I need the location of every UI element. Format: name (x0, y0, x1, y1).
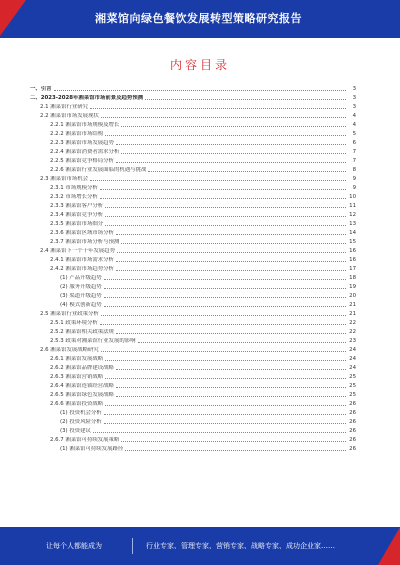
toc-leader-dots (105, 134, 346, 136)
toc-entry-text: 2.6.4 湘菜馆连锁经营战略 (50, 383, 114, 389)
toc-leader-dots (105, 215, 346, 217)
toc-entry-text: 2.6.5 湘菜馆绿色发展战略 (50, 392, 114, 398)
toc-leader-dots (104, 278, 346, 280)
toc-entry[interactable] (30, 336, 356, 345)
toc-page-number: 10 (349, 194, 356, 200)
toc-leader-dots (105, 224, 346, 226)
toc-entry[interactable] (30, 237, 356, 246)
toc-leader-dots (100, 188, 346, 190)
toc-entry-text: 2.3.2 市场增长分析 (50, 194, 98, 200)
toc-page-number: 21 (349, 302, 356, 308)
toc-entry[interactable] (30, 444, 356, 453)
toc-leader-dots (116, 269, 346, 271)
toc-entry[interactable] (30, 129, 356, 138)
toc-page-number: 17 (349, 266, 356, 272)
toc-entry-text: (1) 湘菜馆可持续发展路径 (60, 446, 124, 452)
toc-leader-dots (121, 440, 346, 442)
toc-entry[interactable] (30, 111, 356, 120)
toc-entry-text: 2.4.1 湘菜馆市场需求分析 (50, 257, 114, 263)
toc-entry-text: 2.4 湘菜馆下一个十年发展趋势 (40, 248, 115, 254)
toc-entry[interactable] (30, 147, 356, 156)
toc-leader-dots (121, 125, 346, 127)
toc-leader-dots (101, 350, 346, 352)
toc-entry[interactable] (30, 84, 356, 93)
toc-entry-text: 2.6.6 湘菜馆投资战略 (50, 401, 104, 407)
toc-page-number: 16 (349, 257, 356, 263)
toc-entry[interactable] (30, 399, 356, 408)
toc-entry-text: 2.3.6 湘菜馆区域市场分析 (50, 230, 114, 236)
toc-entry[interactable] (30, 417, 356, 426)
toc-entry[interactable] (30, 318, 356, 327)
toc-page-number: 24 (349, 347, 356, 353)
toc-entry[interactable] (30, 210, 356, 219)
toc-entry[interactable] (30, 363, 356, 372)
toc-entry-text: (1) 投资机会分析 (60, 410, 102, 416)
toc-entry[interactable] (30, 246, 356, 255)
toc-entry-text: 2.3.7 湘菜馆市场分析与预测 (50, 239, 120, 245)
toc-entry[interactable] (30, 120, 356, 129)
toc-leader-dots (116, 143, 346, 145)
toc-entry-text: 2.6.1 湘菜馆发展战略 (50, 356, 104, 362)
toc-entry[interactable] (30, 93, 356, 102)
toc-entry[interactable] (30, 327, 356, 336)
toc-page-number: 7 (352, 149, 356, 155)
toc-entry-text: 2.2.3 湘菜馆市场发展趋势 (50, 140, 114, 146)
toc-entry[interactable] (30, 165, 356, 174)
toc-entry[interactable] (30, 192, 356, 201)
toc-page-number: 26 (349, 437, 356, 443)
toc-entry-text: (1) 产品升级趋势 (60, 275, 102, 281)
footer-divider (132, 538, 133, 554)
toc-leader-dots (116, 395, 346, 397)
toc-entry[interactable] (30, 300, 356, 309)
toc-leader-dots (116, 332, 346, 334)
toc-entry-text: 2.3.4 湘菜馆竞争分析 (50, 212, 104, 218)
toc-leader-dots (121, 152, 346, 154)
toc-entry-text: 2.3.1 市场规模分析 (50, 185, 98, 191)
toc-leader-dots (104, 296, 346, 298)
toc-entry[interactable] (30, 228, 356, 237)
toc-leader-dots (116, 161, 346, 163)
toc-entry-text: 2.6 湘菜馆发展战略研究 (40, 347, 99, 353)
toc-page-number: 25 (349, 383, 356, 389)
toc-page-number: 26 (349, 428, 356, 434)
toc-leader-dots (116, 260, 346, 262)
toc-page-number: 16 (349, 248, 356, 254)
toc-entry-text: 2.6.3 湘菜馆营销战略 (50, 374, 104, 380)
toc-entry-text: 2.2 湘菜馆市场发展现状 (40, 113, 99, 119)
toc-page-number: 22 (349, 320, 356, 326)
toc-entry-text: 2.4.2 湘菜馆市场趋势分析 (50, 266, 114, 272)
toc-page-number: 24 (349, 365, 356, 371)
toc-leader-dots (54, 89, 346, 91)
toc-entry-text: 2.6.2 湘菜馆品牌建设战略 (50, 365, 114, 371)
toc-leader-dots (116, 386, 346, 388)
toc-page-number: 5 (352, 131, 356, 137)
toc-entry[interactable] (30, 435, 356, 444)
toc-entry-text: 2.5 湘菜馆行业政策分析 (40, 311, 99, 317)
toc-entry-text: 2.2.6 湘菜馆行业发展面临的机遇与挑战 (50, 167, 147, 173)
toc-page-number: 21 (349, 311, 356, 317)
toc-entry[interactable] (30, 102, 356, 111)
toc-entry-text: 2.2.4 湘菜馆消费者需求分析 (50, 149, 120, 155)
toc-entry[interactable] (30, 408, 356, 417)
toc-leader-dots (145, 98, 346, 100)
toc-leader-dots (105, 359, 346, 361)
toc-leader-dots (105, 377, 346, 379)
header-divider (0, 36, 400, 38)
toc-entry-text: (2) 投资风险分析 (60, 419, 102, 425)
toc-entry[interactable] (30, 282, 356, 291)
toc-leader-dots (148, 170, 346, 172)
toc-entry[interactable] (30, 138, 356, 147)
toc-leader-dots (100, 197, 346, 199)
toc-leader-dots (93, 431, 346, 433)
toc-entry[interactable] (30, 291, 356, 300)
toc-page-number: 22 (349, 329, 356, 335)
toc-page-number: 19 (349, 284, 356, 290)
toc-entry-text: 2.5.1 政策环境分析 (50, 320, 98, 326)
toc-list (30, 84, 356, 453)
toc-entry-text: (3) 渠道升级趋势 (60, 293, 102, 299)
toc-leader-dots (101, 116, 346, 118)
header-red-accent (0, 0, 26, 36)
toc-leader-dots (116, 368, 346, 370)
toc-entry-text: 二、2023-2028年湘菜馆市场前景及趋势预测 (30, 95, 144, 101)
toc-leader-dots (121, 242, 346, 244)
toc-page-number: 9 (352, 176, 356, 182)
footer-slogan-left: 让每个人都能成为 (46, 542, 102, 550)
toc-page-number: 26 (349, 419, 356, 425)
toc-entry-text: 2.2.5 湘菜馆竞争格局分析 (50, 158, 114, 164)
toc-entry[interactable] (30, 345, 356, 354)
toc-leader-dots (90, 107, 346, 109)
toc-entry-text: 2.3.3 湘菜馆客户分析 (50, 203, 104, 209)
toc-page-number: 26 (349, 401, 356, 407)
toc-page-number: 3 (352, 86, 356, 92)
toc-page-number: 4 (352, 122, 356, 128)
toc-entry-text: 2.2.2 湘菜馆市场结构 (50, 131, 104, 137)
toc-entry[interactable] (30, 309, 356, 318)
toc-page-number: 13 (349, 221, 356, 227)
footer-slogan-right: 行业专家、管理专家、营销专家、战略专家、成功企业家…… (146, 542, 335, 550)
toc-page-number: 26 (349, 446, 356, 452)
toc-heading: 内容目录 (169, 58, 230, 72)
toc-leader-dots (90, 179, 346, 181)
toc-entry-text: 2.2.1 湘菜馆市场规模及增长 (50, 122, 120, 128)
toc-leader-dots (117, 251, 346, 253)
toc-leader-dots (105, 404, 346, 406)
toc-leader-dots (116, 233, 346, 235)
toc-page-number: 15 (349, 239, 356, 245)
toc-page-number: 18 (349, 275, 356, 281)
toc-page-number: 24 (349, 356, 356, 362)
toc-page-number: 23 (349, 338, 356, 344)
toc-entry-text: 2.3.5 湘菜馆市场细分 (50, 221, 104, 227)
toc-page-number: 25 (349, 374, 356, 380)
toc-entry[interactable] (30, 156, 356, 165)
toc-entry-text: 2.1 湘菜馆行业研究 (40, 104, 89, 110)
toc-leader-dots (104, 305, 346, 307)
toc-entry[interactable] (30, 273, 356, 282)
toc-page-number: 6 (352, 140, 356, 146)
toc-leader-dots (105, 206, 346, 208)
toc-entry[interactable] (30, 390, 356, 399)
toc-entry[interactable] (30, 264, 356, 273)
toc-page-number: 3 (352, 104, 356, 110)
toc-page-number: 3 (352, 95, 356, 101)
toc-leader-dots (104, 287, 346, 289)
toc-leader-dots (138, 341, 346, 343)
toc-entry-text: 一、引言 (30, 86, 52, 92)
report-title: 湘菜馆向绿色餐饮发展转型策略研究报告 (95, 12, 302, 25)
toc-leader-dots (104, 422, 346, 424)
footer-red-accent (378, 527, 400, 565)
toc-entry-text: 2.3 湘菜馆市场机会 (40, 176, 89, 182)
toc-leader-dots (125, 449, 346, 451)
toc-entry[interactable] (30, 255, 356, 264)
toc-leader-dots (104, 413, 346, 415)
toc-page-number: 8 (352, 167, 356, 173)
toc-entry-text: 2.5.2 湘菜馆相关政策法规 (50, 329, 114, 335)
toc-entry[interactable] (30, 354, 356, 363)
toc-entry[interactable] (30, 201, 356, 210)
toc-page-number: 7 (352, 158, 356, 164)
toc-entry-text: 2.5.3 政策对湘菜馆行业发展的影响 (50, 338, 136, 344)
toc-entry-text: 2.6.7 湘菜馆可持续发展策略 (50, 437, 120, 443)
toc-entry-text: (4) 模式创新趋势 (60, 302, 102, 308)
toc-entry[interactable] (30, 426, 356, 435)
toc-leader-dots (101, 314, 346, 316)
toc-entry[interactable] (30, 219, 356, 228)
toc-entry-text: (3) 投资建议 (60, 428, 91, 434)
toc-leader-dots (100, 323, 346, 325)
toc-entry[interactable] (30, 183, 356, 192)
page-header (0, 0, 400, 36)
toc-page-number: 20 (349, 293, 356, 299)
toc-page-number: 12 (349, 212, 356, 218)
toc-page-number: 4 (352, 113, 356, 119)
toc-page-number: 14 (349, 230, 356, 236)
toc-entry[interactable] (30, 174, 356, 183)
toc-page-number: 11 (349, 203, 356, 209)
toc-entry[interactable] (30, 381, 356, 390)
toc-entry-text: (2) 服务升级趋势 (60, 284, 102, 290)
toc-page-number: 25 (349, 392, 356, 398)
toc-page-number: 26 (349, 410, 356, 416)
toc-page-number: 9 (352, 185, 356, 191)
toc-entry[interactable] (30, 372, 356, 381)
page-footer (0, 527, 400, 565)
